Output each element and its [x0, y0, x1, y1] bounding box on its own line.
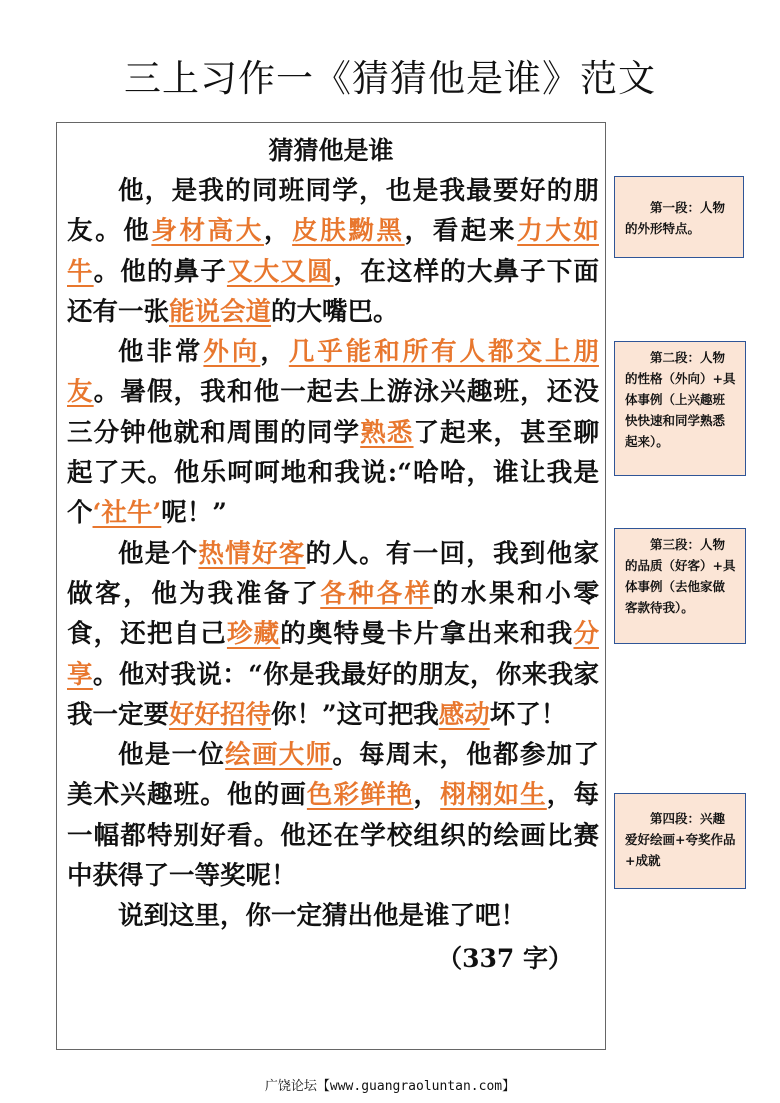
- paragraph-text: 。暑假，我和他一起去上游泳兴趣班，还没三分钟他就和周围的同学: [67, 377, 599, 448]
- essay-paragraph-2: [67, 332, 599, 533]
- paragraph-text: ，: [413, 780, 441, 811]
- essay-paragraph-1: [67, 171, 599, 332]
- highlighted-phrase: 几乎能和所有人都交上朋友: [67, 337, 599, 408]
- paragraph-text: ，每一幅都特别好看。他还在学校组织的绘画比赛中获得了一等奖呢！: [67, 780, 599, 892]
- paragraph-text: 他是一位: [118, 740, 226, 771]
- highlighted-phrase: 色彩鲜艳: [306, 780, 414, 811]
- annotation-paragraph-1: 第一段：人物的外形特点。: [614, 176, 744, 258]
- highlighted-phrase: 绘画大师: [225, 740, 333, 771]
- paragraph-text: 。他的鼻子: [93, 256, 227, 287]
- paragraph-text: 的奥特曼卡片拿出来和我: [280, 619, 574, 650]
- paragraph-text: ，: [263, 216, 293, 247]
- paragraph-text: ，在这样的大鼻子下面还有一张: [67, 256, 599, 327]
- essay-paragraph-4: [67, 735, 599, 896]
- essay-paragraph-3: [67, 534, 599, 735]
- paragraph-text: 的人。有一回，我到他家做客，他为我准备了: [67, 538, 599, 609]
- paragraph-text: 的大嘴巴。: [271, 296, 399, 327]
- essay-body: [67, 171, 599, 975]
- essay-title: 猜猜他是谁: [268, 136, 394, 165]
- highlighted-phrase: 珍藏: [226, 619, 281, 650]
- highlighted-phrase: 好好招待: [169, 699, 272, 730]
- highlighted-phrase: 力大如牛: [67, 216, 599, 287]
- paragraph-text: 他是个: [118, 538, 199, 569]
- highlighted-phrase: 栩栩如生: [440, 780, 547, 811]
- paragraph-text: 。他对我说：“你是我最好的朋友，你来我家我一定要: [67, 659, 599, 730]
- paragraph-text: 。每周末，他都参加了美术兴趣班。他的画: [67, 740, 599, 811]
- essay-paragraph-5: [67, 896, 599, 936]
- paragraph-text: 的水果和小零食，还把自己: [67, 578, 599, 650]
- highlighted-phrase: 热情好客: [198, 538, 306, 569]
- page-title: 三上习作一《猜猜他是谁》范文: [124, 57, 656, 100]
- highlighted-phrase: 各种各样: [320, 578, 433, 609]
- paragraph-text: 呢！”: [161, 498, 227, 529]
- paragraph-text: 了起来，甚至聊起了天。他乐呵呵地和我说:“哈哈，谁让我是个: [67, 417, 599, 529]
- highlighted-phrase: 又大又圆: [226, 256, 334, 287]
- footer-watermark: 广饶论坛【www.guangraoluntan.com】: [264, 1079, 516, 1094]
- highlighted-phrase: ‘社牛’: [92, 498, 162, 529]
- paragraph-text: ，: [260, 337, 289, 368]
- highlighted-phrase: 熟悉: [360, 417, 414, 448]
- annotation-paragraph-2: 第二段：人物的性格（外向）+具体事例（上兴趣班快快速和同学熟悉起来）。: [614, 341, 746, 476]
- annotation-paragraph-4: 第四段：兴趣爱好绘画+夸奖作品+成就: [614, 793, 746, 889]
- paragraph-text: 他非常: [118, 337, 204, 368]
- word-count: （337 字）: [437, 943, 573, 973]
- paragraph-text: 说到这里，你一定猜出他是谁了吧！: [118, 901, 527, 932]
- highlighted-phrase: 外向: [203, 337, 261, 368]
- paragraph-text: 他，是我的同班同学，也是我最要好的朋友。他: [67, 176, 599, 247]
- paragraph-text: 坏了！: [489, 699, 567, 730]
- paragraph-text: ，看起来: [404, 216, 518, 247]
- highlighted-phrase: 皮肤黝黑: [292, 216, 405, 247]
- highlighted-phrase: 能说会道: [169, 296, 272, 327]
- highlighted-phrase: 分享: [67, 619, 599, 690]
- paragraph-text: 你！”这可把我: [271, 699, 439, 730]
- essay-box: [56, 122, 606, 1050]
- highlighted-phrase: 感动: [438, 699, 490, 730]
- annotation-paragraph-3: 第三段：人物的品质（好客）+具体事例（去他家做客款待我）。: [614, 528, 746, 644]
- highlighted-phrase: 身材高大: [151, 216, 264, 247]
